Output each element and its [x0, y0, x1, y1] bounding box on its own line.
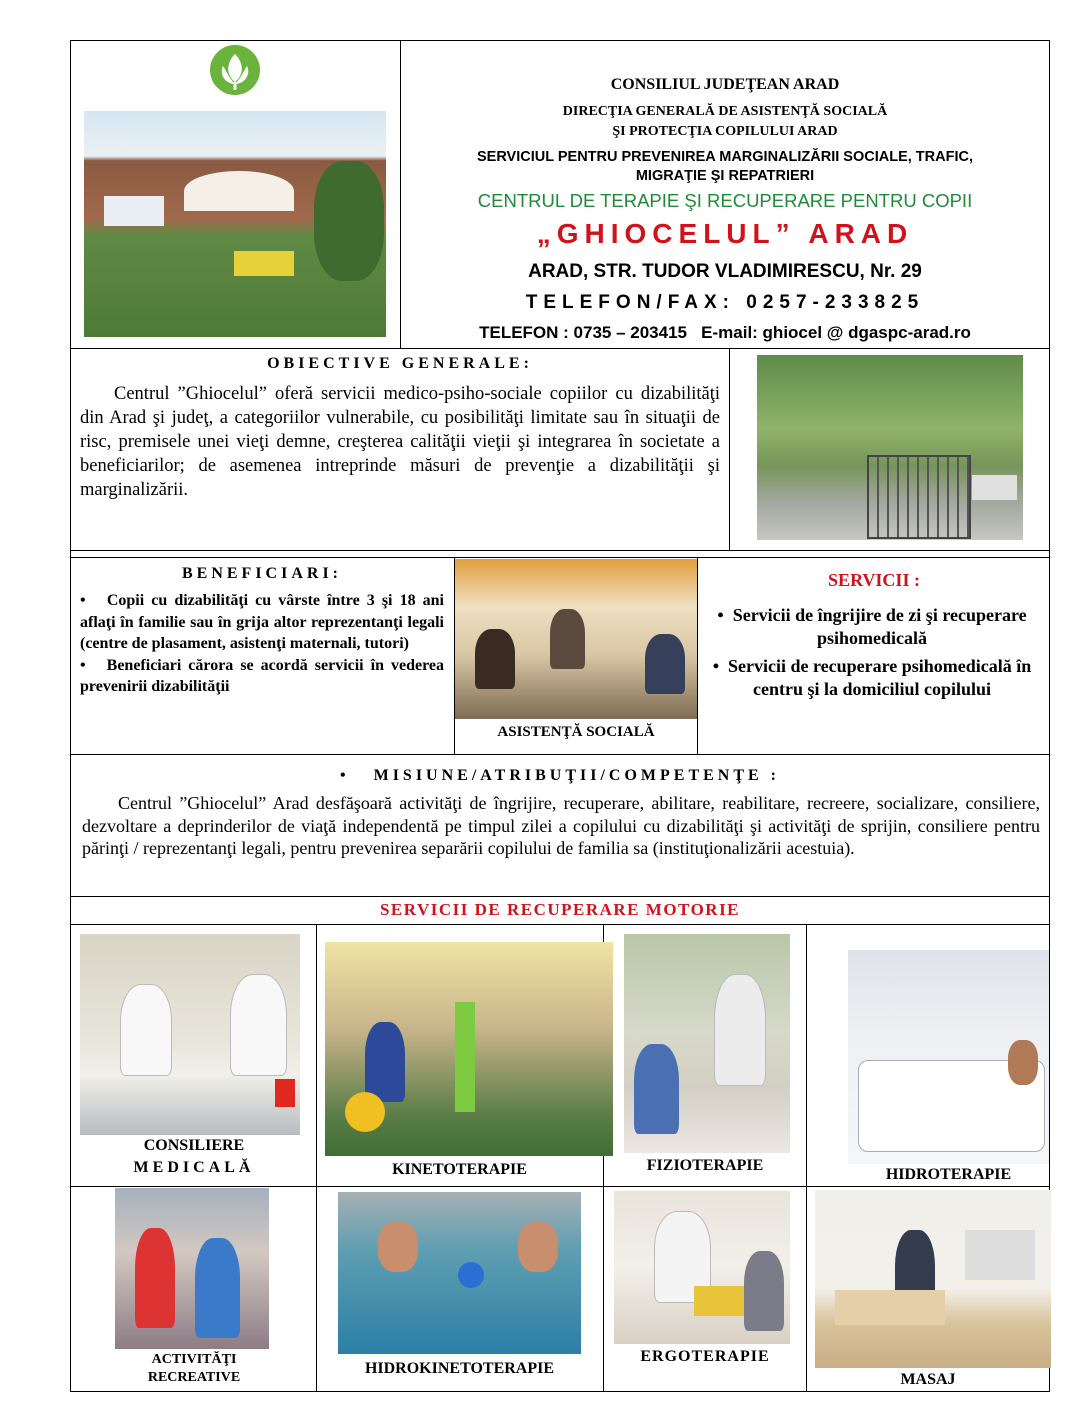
medical-counseling-photo: [80, 934, 300, 1135]
hydrokinetotherapy-caption: HIDROKINETOTERAPIE: [364, 1360, 555, 1377]
kinetotherapy-photo: [325, 942, 613, 1156]
list-item: • Servicii de îngrijire de zi şi recuperare psihomedicală: [717, 605, 1027, 648]
objectives-title: OBIECTIVE GENERALE:: [267, 355, 533, 372]
list-item: • Servicii de recuperare psihomedicală în centru şi la domiciliul copilului: [712, 656, 1032, 699]
kinetotherapy-caption: KINETOTERAPIE: [392, 1161, 527, 1178]
divider: [70, 754, 1050, 755]
occupational-therapy-photo: [614, 1191, 790, 1344]
social-assistance-caption: ASISTENŢĂ SOCIALĂ: [497, 724, 655, 740]
address: ARAD, STR. TUDOR VLADIMIRESCU, Nr. 29: [528, 261, 922, 282]
service-name-2: MIGRAŢIE ŞI REPATRIERI: [635, 168, 815, 184]
recovery-title: SERVICII DE RECUPERARE MOTORIE: [379, 900, 741, 919]
services-title: SERVICII :: [828, 570, 920, 590]
physiotherapy-caption: FIZIOTERAPIE: [646, 1157, 764, 1174]
contact-line: TELEFON : 0735 – 203415 E-mail: ghiocel @ dgaspc-arad.ro: [479, 323, 971, 342]
divider: [316, 924, 317, 1392]
phone-fax: TELEFON/FAX: 0257-233825: [525, 292, 925, 313]
objectives-text: Centrul ”Ghiocelul” oferă servicii medico-psiho-sociale copiilor cu dizabilităţi din Arad şi judeţ, a categoriilor vulnerabile, cu posibilităţi limitate sau în situaţii de risc, premisele unei vieţi demne, creşterea calităţii vieţii şi integrarea în societate a beneficiarilor; de asemenea intreprinde măsuri de prevenţie a dizabilităţii şi marginalizării.: [80, 384, 720, 500]
massage-photo: [815, 1190, 1051, 1368]
divider: [70, 1186, 1050, 1187]
center-name: CENTRUL DE TERAPIE ŞI RECUPERARE PENTRU COPII: [477, 190, 973, 211]
hydrotherapy-photo: [848, 950, 1049, 1164]
directorate-name-2: ŞI PROTECŢIA COPILULUI ARAD: [612, 124, 838, 139]
social-assistance-photo: [455, 559, 697, 719]
recreational-activities-caption-2: RECREATIVE: [147, 1370, 241, 1385]
occupational-therapy-caption: ERGOTERAPIE: [640, 1348, 770, 1365]
divider: [70, 924, 1050, 925]
divider: [806, 924, 807, 1392]
hydrotherapy-caption: HIDROTERAPIE: [885, 1166, 1012, 1183]
medical-counseling-caption-2: MEDICALĂ: [133, 1159, 255, 1176]
divider: [70, 348, 1050, 349]
beneficiaries-title: BENEFICIARI:: [181, 565, 342, 582]
center-title: „GHIOCELUL” ARAD: [536, 218, 914, 249]
beneficiaries-list: [80, 590, 444, 698]
medical-counseling-caption: CONSILIERE: [143, 1137, 245, 1154]
divider: [70, 557, 1050, 558]
snowdrop-logo-icon: [209, 44, 261, 96]
list-item: • Copii cu dizabilităţi cu vârste între 3 şi 18 ani aflaţi în familie sau în grija altor reprezentanţi legali (centre de plasament, asistenţi maternali, tutori): [80, 592, 444, 652]
services-list: [712, 604, 1032, 700]
recreational-activities-photo: [115, 1188, 269, 1349]
hydrokinetotherapy-photo: [338, 1192, 581, 1354]
directorate-name: DIRECŢIA GENERALĂ DE ASISTENŢĂ SOCIALĂ: [562, 104, 888, 119]
divider: [70, 896, 1050, 897]
recreational-activities-caption: ACTIVITĂŢI: [151, 1352, 237, 1367]
council-name: CONSILIUL JUDEŢEAN ARAD: [610, 76, 840, 93]
physiotherapy-photo: [624, 934, 790, 1153]
divider: [70, 550, 1050, 551]
list-item: • Beneficiari cărora se acordă servicii în vederea prevenirii dizabilităţii: [80, 656, 445, 695]
mission-text: Centrul ”Ghiocelul” Arad desfăşoară activităţi de îngrijire, recuperare, abilitare, reabilitare, recreere, socializare, consiliere, dezvoltare a deprinderilor de viaţă independentă pe timpul zilei a copilului cu dizabilităţi şi activităţi de sprijin, consiliere pentru părinţi / reprezentanţi legali, pentru prevenirea separării copilului de familia sa (instituţionalizării acestuia).: [82, 793, 1040, 858]
entrance-gate-photo: [757, 355, 1023, 540]
building-photo: [84, 111, 386, 337]
divider: [729, 348, 730, 550]
service-name: SERVICIUL PENTRU PREVENIREA MARGINALIZĂRII SOCIALE, TRAFIC,: [477, 149, 973, 165]
massage-caption: MASAJ: [900, 1371, 956, 1388]
mission-title: • MISIUNE/ATRIBUŢII/COMPETENŢE :: [339, 767, 781, 784]
